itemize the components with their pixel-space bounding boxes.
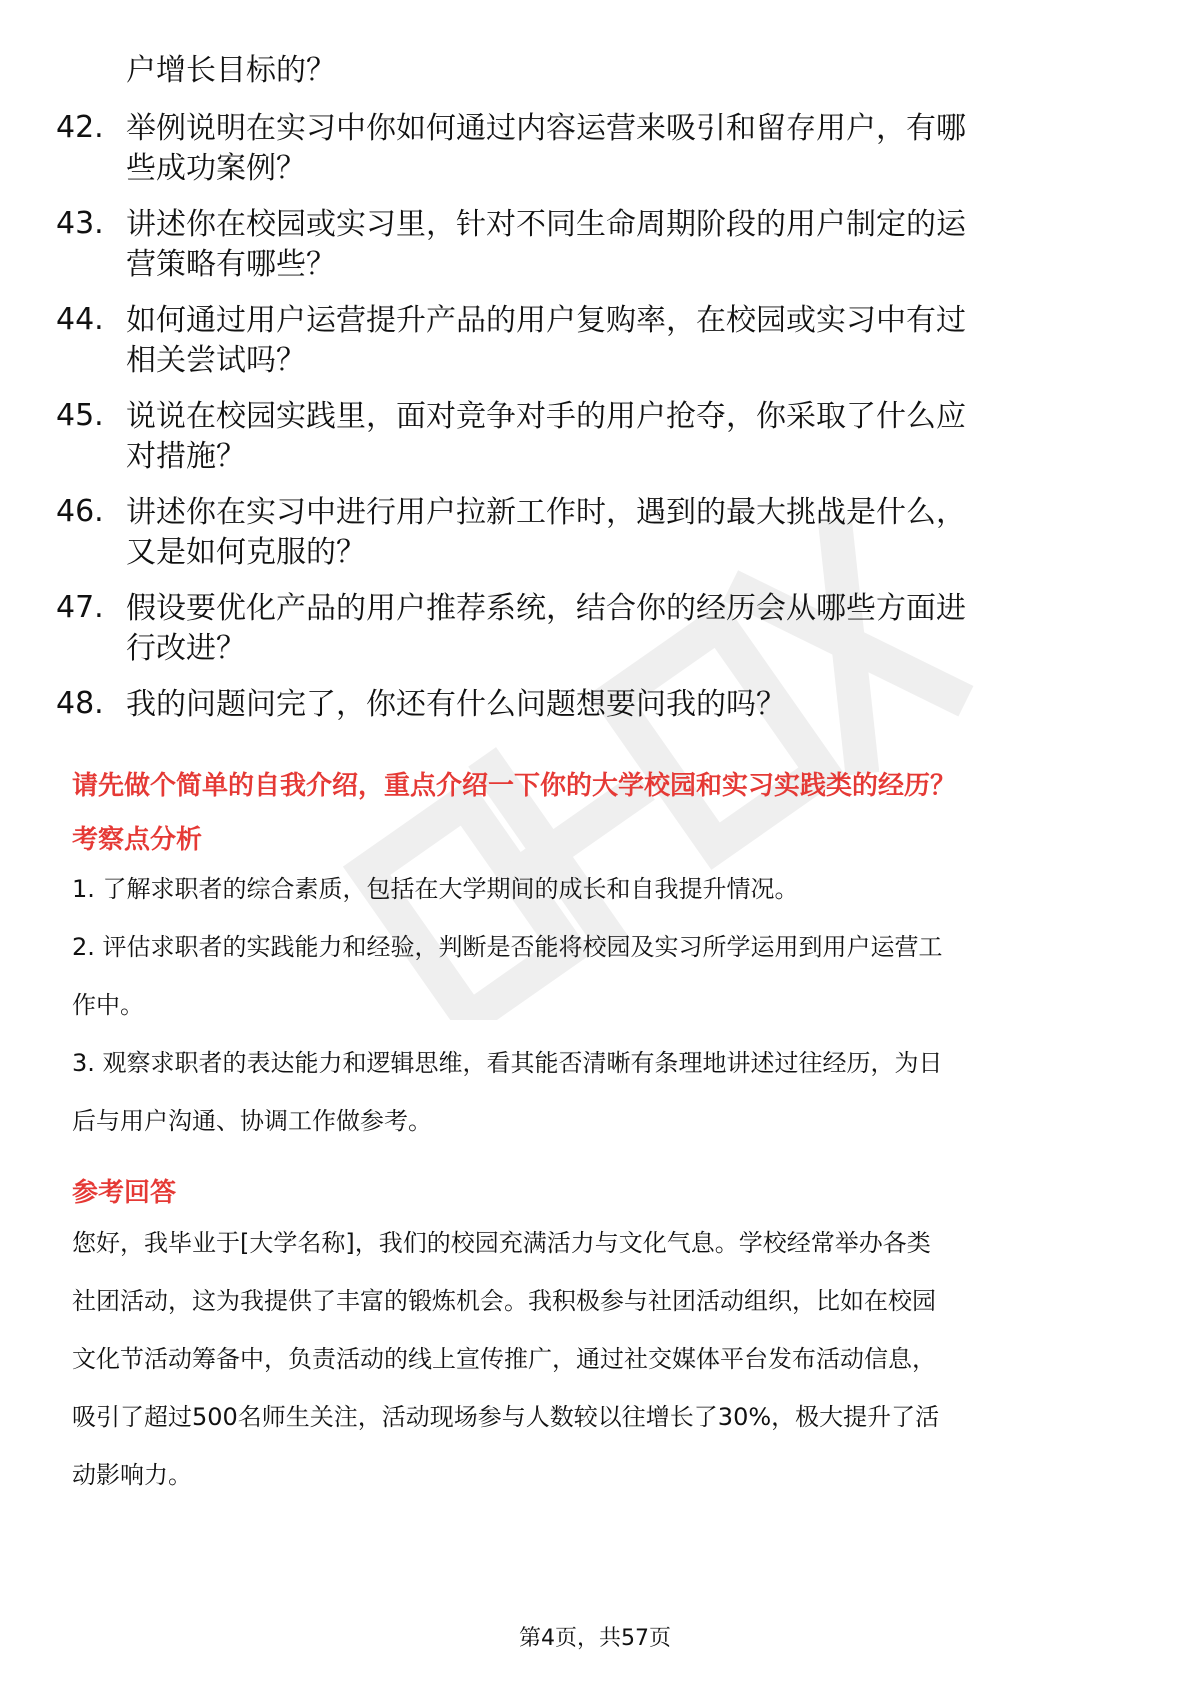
answer-line: 动影响力。 xyxy=(72,1461,192,1489)
question-number: 48. xyxy=(56,686,104,721)
question-text: 我的问题问完了，你还有什么问题想要问我的吗？ xyxy=(126,687,786,722)
answer-line: 您好，我毕业于[大学名称]，我们的校园充满活力与文化气息。学校经常举办各类 xyxy=(72,1229,931,1257)
answer-title: 参考回答 xyxy=(72,1178,177,1208)
analysis-line: 作中。 xyxy=(72,991,144,1019)
question-text: 举例说明在实习中你如何通过内容运营来吸引和留存用户，有哪 xyxy=(126,111,966,146)
question-text: 说说在校园实践里，面对竞争对手的用户抢夺，你采取了什么应 xyxy=(126,399,966,434)
question-text-cont: 些成功案例？ xyxy=(126,151,306,186)
question-text: 讲述你在校园或实习里，针对不同生命周期阶段的用户制定的运 xyxy=(126,207,966,242)
question-number: 42. xyxy=(56,110,104,145)
analysis-line: 2. 评估求职者的实践能力和经验，判断是否能将校园及实习所学运用到用户运营工 xyxy=(72,933,943,961)
answer-line: 吸引了超过500名师生关注，活动现场参与人数较以往增长了30%，极大提升了活 xyxy=(72,1403,940,1431)
question-number: 46. xyxy=(56,494,104,529)
question-heading: 请先做个简单的自我介绍，重点介绍一下你的大学校园和实习实践类的经历？ xyxy=(72,771,957,801)
question-text: 假设要优化产品的用户推荐系统，结合你的经历会从哪些方面进 xyxy=(126,591,966,626)
question-number: 45. xyxy=(56,398,104,433)
question-text: 讲述你在实习中进行用户拉新工作时，遇到的最大挑战是什么， xyxy=(126,495,966,530)
question-text-cont: 对措施？ xyxy=(126,439,246,474)
analysis-line: 后与用户沟通、协调工作做参考。 xyxy=(72,1107,432,1135)
question-41-continuation: 户增长目标的？ xyxy=(126,53,336,88)
page-footer: 第4页，共57页 xyxy=(519,1626,671,1651)
answer-line: 文化节活动筹备中，负责活动的线上宣传推广，通过社交媒体平台发布活动信息， xyxy=(72,1345,936,1373)
question-text-cont: 相关尝试吗？ xyxy=(126,343,306,378)
question-text-cont: 营策略有哪些？ xyxy=(126,247,336,282)
analysis-line: 3. 观察求职者的表达能力和逻辑思维，看其能否清晰有条理地讲述过往经历，为日 xyxy=(72,1049,943,1077)
question-text: 如何通过用户运营提升产品的用户复购率，在校园或实习中有过 xyxy=(126,303,966,338)
analysis-title: 考察点分析 xyxy=(72,825,203,855)
question-text-cont: 行改进？ xyxy=(126,631,246,666)
answer-line: 社团活动，这为我提供了丰富的锻炼机会。我积极参与社团活动组织，比如在校园 xyxy=(72,1287,936,1315)
question-number: 43. xyxy=(56,206,104,241)
analysis-line: 1. 了解求职者的综合素质，包括在大学期间的成长和自我提升情况。 xyxy=(72,875,799,903)
question-text-cont: 又是如何克服的？ xyxy=(126,535,366,570)
question-number: 47. xyxy=(56,590,104,625)
question-number: 44. xyxy=(56,302,104,337)
